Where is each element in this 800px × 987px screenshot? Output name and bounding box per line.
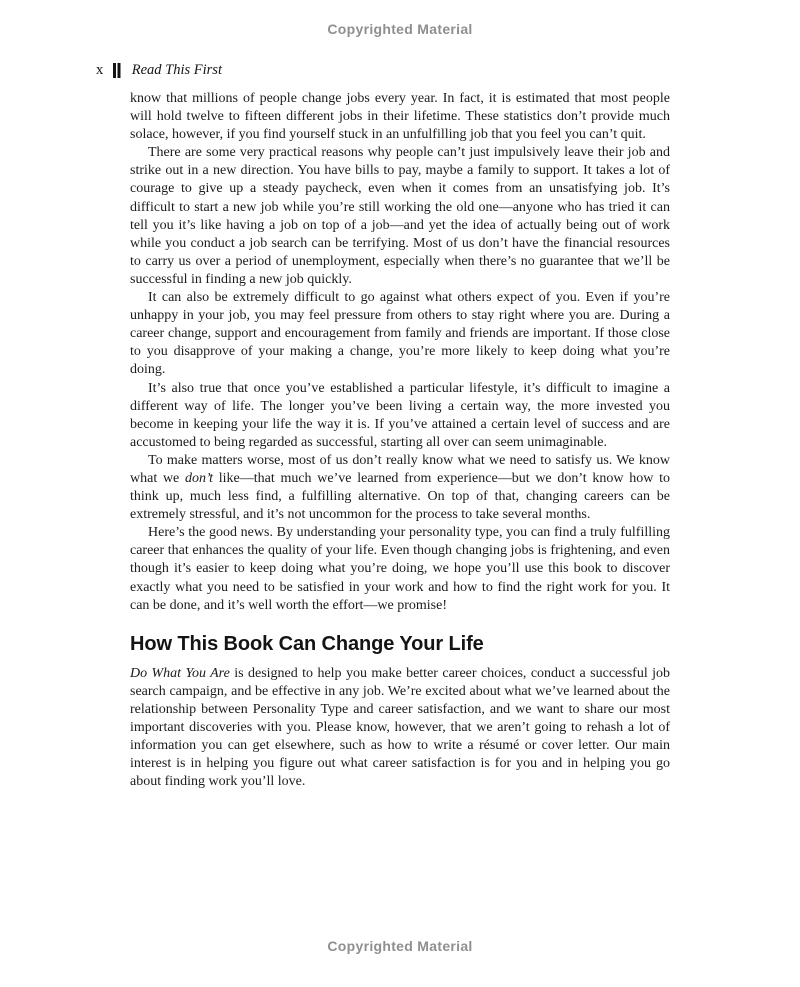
- text-run: It’s also true that once you’ve established a particular lifestyle, it’s difficult to imagine a different way of life. The longer you’ve been living a certain way, the more invested you become in keeping your life the way it is. If you’ve attained a certain level of success and are accustomed to being regarded as successful, starting all over can seem unimaginable.: [130, 380, 670, 450]
- body-text: [130, 90, 670, 791]
- section-heading: How This Book Can Change Your Life: [130, 632, 484, 655]
- page-header: [96, 62, 222, 79]
- text-run: is designed to help you make better career choices, conduct a successful job search campaign, and be effective in any job. We’re excited about what we’ve learned about the relationship between Personality Type and career satisfaction, and we want to share our most important discoveries with you. Please know, however, that we aren’t going to rehash a lot of information you can get elsewhere, such as how to write a résumé or cover letter. Our main interest is in helping you figure out what career satisfaction is for you and in helping you go about finding work you’ll love.: [130, 665, 670, 790]
- body-paragraph: [130, 289, 670, 379]
- body-paragraph: [130, 90, 670, 144]
- body-paragraph: [130, 144, 670, 289]
- copyright-notice-bottom: Copyrighted Material: [327, 938, 473, 954]
- page-number: x: [96, 62, 104, 78]
- body-paragraph: [130, 665, 670, 792]
- text-run: It can also be extremely difficult to go against what others expect of you. Even if you’re unhappy in your job, you may feel pressure from others to stay right where you are. During a career change, support and encouragement from family and friends are important. If those close to you disapprove of your making a change, you’re more likely to keep doing what you’re doing.: [130, 290, 670, 378]
- italic-text-run: don’t: [185, 470, 213, 486]
- text-run: There are some very practical reasons why people can’t just impulsively leave their job and strike out in a new direction. You have bills to pay, maybe a family to support. It takes a lot of courage to give up a steady paycheck, even when it comes from an unsatisfying job. It’s difficult to start a new job while you’re still working the old one—anyone who has tried it can tell you it’s like having a job on top of a job—and yet the idea of actually being out of work while you conduct a job search can be terrifying. Most of us don’t have the financial resources to carry us over a period of unemployment, especially when there’s no guarantee that we’ll be successful in finding a new job quickly.: [130, 145, 670, 287]
- body-paragraph: [130, 452, 670, 524]
- text-run: know that millions of people change jobs every year. In fact, it is estimated that most people will hold twelve to fifteen different jobs in their lifetime. These statistics don’t provide much solace, however, if you find yourself stuck in an unfulfilling job that you feel you can’t quit.: [130, 91, 670, 143]
- copyright-notice-top: Copyrighted Material: [327, 21, 473, 37]
- body-paragraph: [130, 524, 670, 614]
- text-run: To make matters worse, most of us don’t really know what we need to satisfy us. We know what we: [130, 452, 670, 486]
- text-run: Here’s the good news. By understanding your personality type, you can find a truly fulfilling career that enhances the quality of your life. Even though changing jobs is frightening, and even though it’s easier to keep doing what you’re doing, we hope you’ll use this book to discover exactly what you need to be satisfied in your work and how to find the right work for you. It can be done, and it’s well worth the effort—we promise!: [130, 525, 670, 613]
- text-run: like—that much we’ve learned from experience—but we don’t know how to think up, much less find, a fulfilling alternative. On top of that, changing careers can be extremely stressful, and it’s not uncommon for the process to take several months.: [130, 470, 670, 523]
- body-paragraph: [130, 380, 670, 452]
- double-bar-divider-icon: [113, 63, 116, 78]
- italic-text-run: Do What You Are: [130, 665, 230, 681]
- running-title: Read This First: [131, 62, 222, 78]
